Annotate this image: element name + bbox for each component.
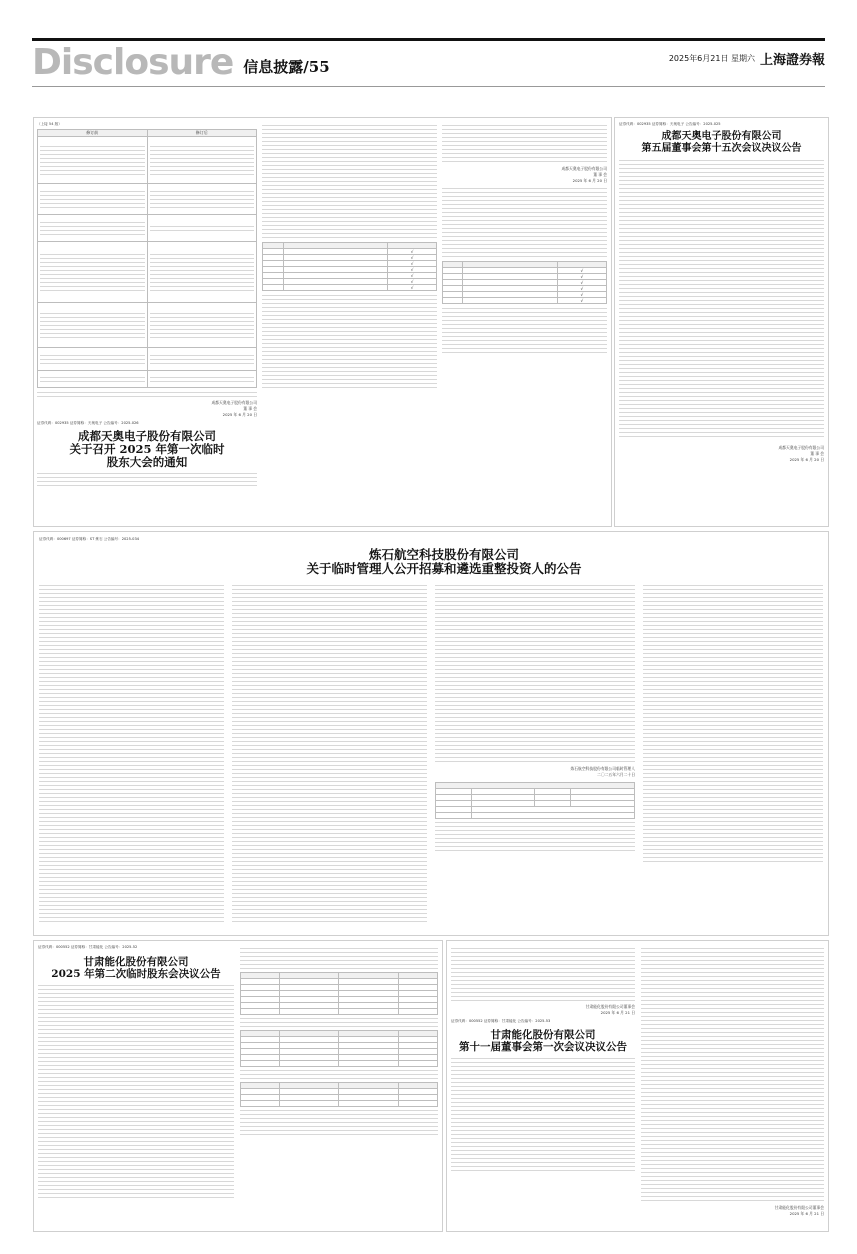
signature-date: 2025 年 6 月 21 日 — [789, 1211, 824, 1216]
vote-table-1 — [240, 972, 438, 1015]
board-column-1 — [451, 945, 635, 1227]
title-company: 甘肃能化股份有限公司 — [83, 956, 189, 968]
proposal-table: √ √ √ √ √ √ √ — [262, 242, 437, 291]
body-column-3 — [435, 582, 635, 930]
notice-tianao-egm — [33, 117, 612, 527]
signature-board: 董 事 会 — [810, 451, 824, 456]
signature-company: 成都天奥电子股份有限公司 — [211, 400, 257, 405]
body-column-2 — [232, 582, 427, 930]
block1-col3-signature — [442, 166, 607, 184]
title-company: 炼石航空科技股份有限公司 — [368, 547, 519, 562]
stock-code-line: 证券代码：000552 证券简称：甘肃能化 公告编号：2025-53 — [451, 1019, 551, 1023]
title-line-3: 股东大会的通知 — [106, 455, 188, 470]
signature-company: 成都天奥电子股份有限公司 — [778, 445, 824, 450]
paper-name: 上海證券報 — [759, 53, 825, 68]
signature-company: 甘肃能化股份有限公司董事会 — [585, 1004, 635, 1009]
signature-board: 董 事 会 — [243, 406, 257, 411]
amendment-column: （上接 54 版） 修订前 修订后 成都天奥电子股份有限公司 董 事 会 2025 年 6 月 20 日 证券代码：002935 证券简称：天奥电子 公告编号：2025-026 成都天奥电子股份有限公司 关于召开 2025 年第一次临时 股东大会的通知 — [37, 122, 257, 522]
notice-gansu-board-resolution — [446, 940, 829, 1232]
body-column-3 — [442, 122, 607, 522]
board-column-2 — [641, 945, 824, 1227]
body-column-2 — [262, 122, 437, 522]
signature-org: 炼石航空科技股份有限公司临时管理人 — [570, 766, 635, 771]
block4-signature — [451, 1004, 635, 1016]
notice-gansu-egm-resolution — [33, 940, 443, 1232]
title-company: 甘肃能化股份有限公司 — [490, 1029, 596, 1041]
board-notice-body — [619, 122, 824, 522]
header-divider — [32, 86, 825, 87]
title-company: 成都天奥电子股份有限公司 — [78, 429, 216, 443]
title-line-2: 关于召开 2025 年第一次临时 — [69, 442, 225, 457]
brand-logo: Disclosure — [32, 42, 234, 83]
notice-title — [451, 1029, 635, 1053]
section-title: 信息披露/55 — [243, 57, 330, 76]
block1-signature — [37, 400, 257, 418]
title-company: 成都天奥电子股份有限公司 — [661, 131, 782, 142]
egm-column-2 — [240, 945, 438, 1227]
signature-date: 2025 年 6 月 20 日 — [222, 412, 257, 417]
block5-signature — [641, 1205, 824, 1217]
table-header-after: 修订后 — [147, 130, 257, 137]
title-line-2: 第十一届董事会第一次会议决议公告 — [459, 1041, 627, 1054]
signature-company-2: 成都天奥电子股份有限公司 — [561, 166, 607, 171]
proxy-table: √ √ √ √ √ √ — [442, 261, 607, 304]
table-header-before: 修订前 — [38, 130, 148, 137]
block2-signature — [619, 445, 824, 463]
stock-code-line: 证券代码：000552 证券简称：甘肃能化 公告编号：2025-52 — [38, 945, 138, 949]
notice-title — [37, 430, 257, 470]
vote-table-2 — [240, 1030, 438, 1067]
signature-date: 二〇二五年六月二十日 — [597, 772, 635, 777]
registration-form — [435, 782, 635, 819]
masthead — [32, 43, 825, 83]
signature-date: 2025 年 6 月 20 日 — [789, 457, 824, 462]
signature-date: 2025 年 6 月 21 日 — [600, 1010, 635, 1015]
body-column-4 — [643, 582, 823, 930]
issue-date: 2025年6月21日 星期六 — [668, 54, 755, 63]
notice-title — [619, 131, 824, 154]
notice-lianshi-investor-recruitment — [33, 531, 829, 936]
stock-code-line: 证券代码：002935 证券简称：天奥电子 公告编号：2025-025 — [619, 122, 721, 126]
signature-board-2: 董 事 会 — [593, 172, 607, 177]
title-line-2: 第五届董事会第十五次会议决议公告 — [641, 142, 802, 154]
notice-title — [38, 956, 234, 980]
title-line-2: 关于临时管理人公开招募和遴选重整投资人的公告 — [306, 561, 582, 577]
title-line-2: 2025 年第二次临时股东会决议公告 — [51, 968, 221, 981]
notice-tianao-board — [614, 117, 829, 527]
signature-company: 甘肃能化股份有限公司董事会 — [774, 1205, 824, 1210]
top-rule — [32, 38, 825, 41]
block3-signature — [435, 766, 635, 778]
stock-code-line: 证券代码：002935 证券简称：天奥电子 公告编号：2025-026 — [37, 421, 139, 425]
stock-code-line: 证券代码：000697 证券简称：ST 炼石 公告编号：2025-034 — [39, 537, 140, 541]
egm-column-1 — [38, 945, 234, 1227]
amendment-table — [37, 129, 257, 388]
body-column-1 — [39, 582, 224, 930]
signature-date-2: 2025 年 6 月 20 日 — [572, 178, 607, 183]
notice-title — [284, 548, 604, 577]
vote-table-3 — [240, 1082, 438, 1107]
